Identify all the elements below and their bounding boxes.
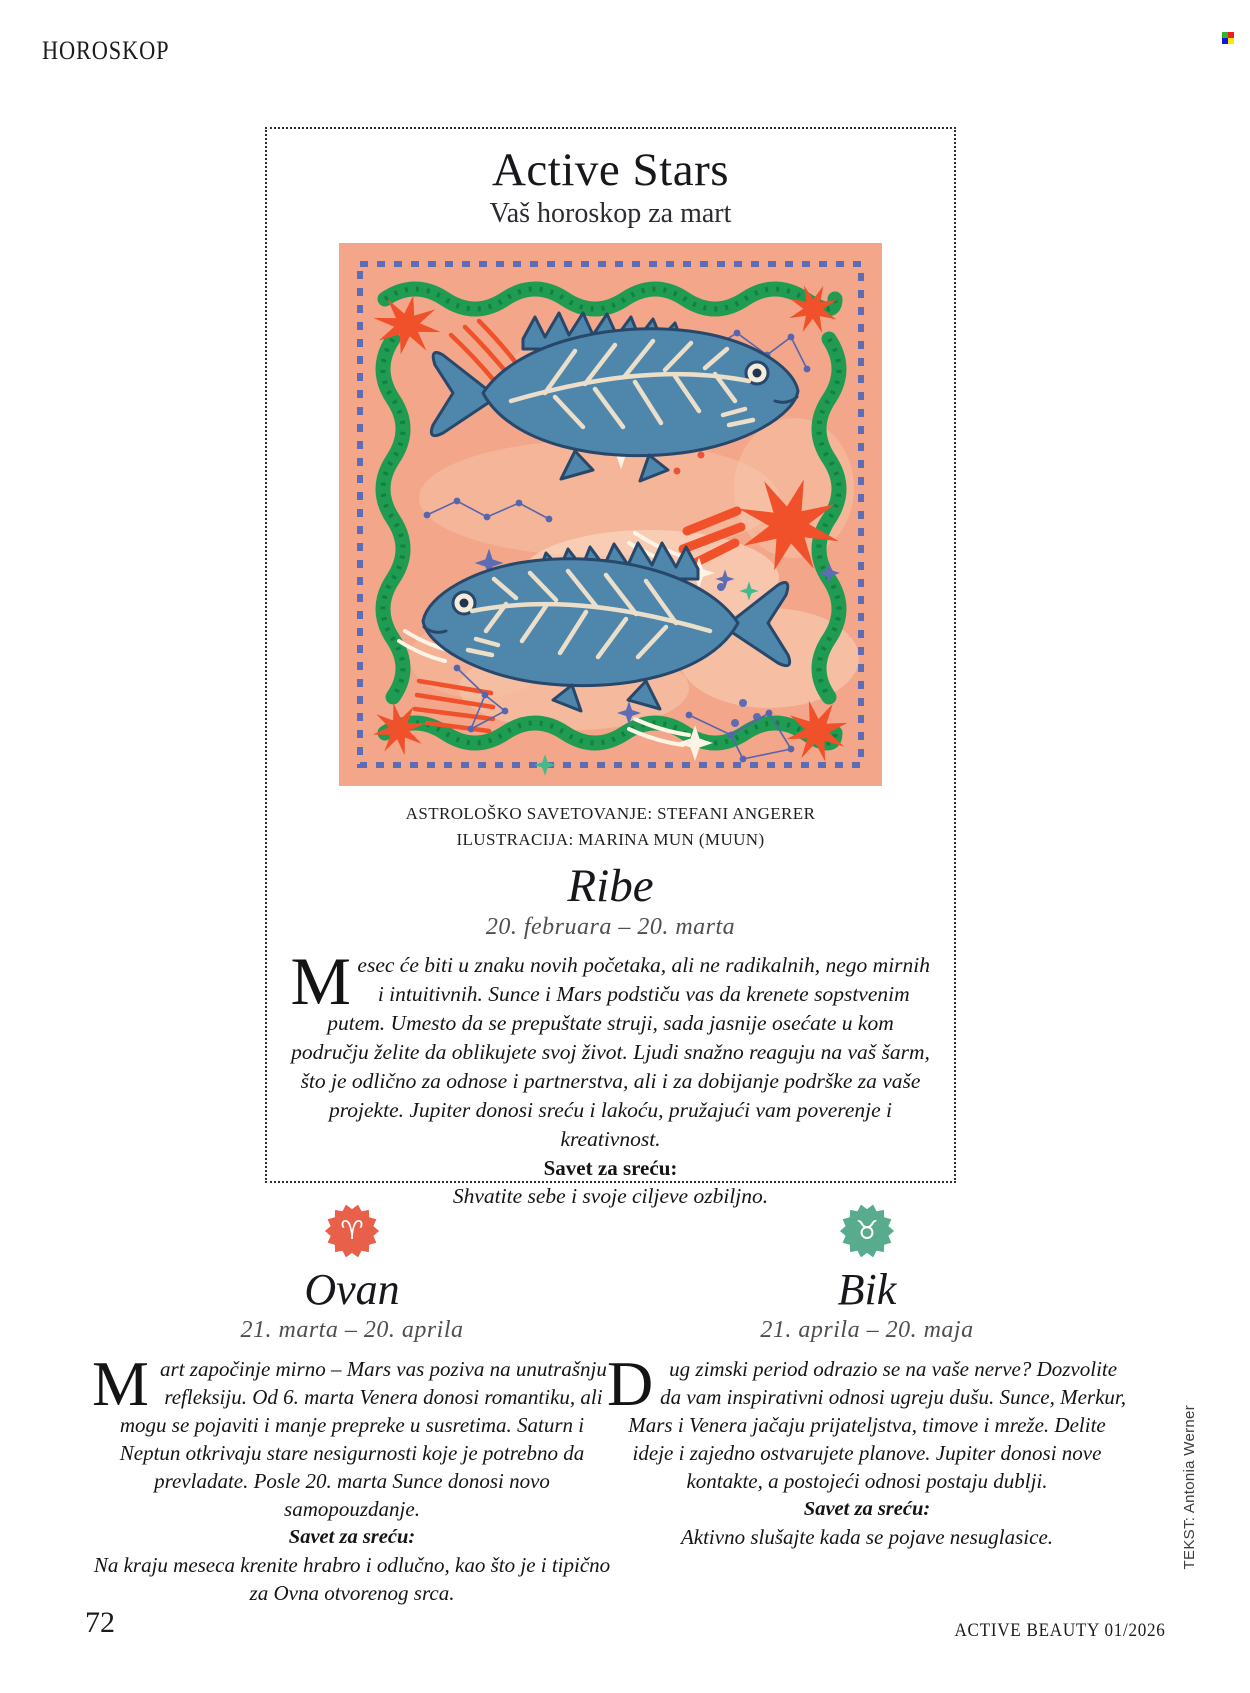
advice-text-bik: Aktivno slušajte kada se pojave nesuglasice. <box>680 1525 1054 1549</box>
column-ovan <box>92 1203 612 1607</box>
section-label: HOROSKOP <box>42 36 170 65</box>
feature-subtitle: Vaš horoskop za mart <box>489 198 732 229</box>
magazine-issue-label: ACTIVE BEAUTY 01/2026 <box>954 1620 1166 1641</box>
advice-label-bik: Savet za sreću: <box>803 1498 931 1520</box>
sign-body-bik <box>607 1348 1127 1551</box>
illustration-credit: ILUSTRACIJA: MARINA MUN (MUUN) <box>456 830 765 849</box>
sign-name-ribe: Ribe <box>567 860 654 912</box>
taurus-icon: ♉ <box>855 1216 879 1246</box>
sign-dates-bik: 21. aprila – 20. maja <box>760 1317 974 1343</box>
pisces-illustration <box>339 243 882 786</box>
feature-title: Active Stars <box>491 144 730 196</box>
sign-name-bik: Bik <box>837 1265 897 1314</box>
brand-logo-icon <box>1222 32 1234 44</box>
feature-box <box>265 127 956 1208</box>
sign-text-bik: ug zimski period odrazio se na vaše nerve? Dozvolite da vam inspirativni odnosi ugreju dušu. Sunce, Merkur, Mars i Venera jačaju prijateljstva, timove i mreže. Delite ideje i zajedno ostvarujete planove. Jupiter donosi nove kontakte, a postojeći odnosi postaju dublji. <box>628 1357 1127 1493</box>
advice-label-ovan: Savet za sreću: <box>288 1526 416 1548</box>
sign-dates-ribe: 20. februara – 20. marta <box>485 914 736 940</box>
advice-label-ribe: Savet za sreću: <box>543 1156 678 1180</box>
advice-text-ovan: Na kraju meseca krenite hrabro i odlučno, kao što je i tipično za Ovna otvorenog srca. <box>93 1553 611 1605</box>
sign-body-ribe <box>290 943 931 1211</box>
astro-credit: ASTROLOŠKO SAVETOVANJE: STEFANI ANGERER <box>405 804 816 823</box>
advice-text-ribe: Shvatite sebe i svoje ciljeve ozbiljno. <box>452 1184 769 1208</box>
sign-name-ovan: Ovan <box>304 1265 400 1314</box>
aries-icon: ♈ <box>340 1216 364 1246</box>
dropcap-ovan: M <box>92 1348 149 1419</box>
column-bik <box>607 1203 1127 1551</box>
sign-body-ovan <box>92 1348 612 1607</box>
sign-text-ovan: art započinje mirno – Mars vas poziva na unutrašnju refleksiju. Od 6. marta Venera donosi romantiku, ali mogu se pojaviti i manje prepreke u susretima. Saturn i Neptun otkrivaju stare nesigurnosti koje je potrebno da prevladate. Posle 20. marta Sunce donosi novo samopouzdanje. <box>119 1357 607 1521</box>
logo-square-yellow <box>1228 38 1234 44</box>
text-credit-vertical: TEKST: Antonia Werner <box>1181 1405 1198 1570</box>
sign-dates-ovan: 21. marta – 20. aprila <box>240 1317 464 1343</box>
page-number: 72 <box>85 1606 115 1639</box>
sign-text-ribe: esec će biti u znaku novih početaka, ali ne radikalnih, nego mirnih i intuitivnih. Sunce i Mars podstiču vas da krenete sopstvenim putem. Umesto da se prepuštate struji, sada jasnije osećate u kom području želite da oblikujete svoj život. Ljudi snažno reaguju na vaš šarm, što je odlično za odnose i partnerstva, ali i za dobijanje podrške za vaše projekte. Jupiter donosi sreću i lakoću, pružajući vam poverenje i kreativnost. <box>291 953 931 1151</box>
taurus-badge <box>839 1203 895 1259</box>
dropcap-ribe: M <box>290 943 351 1019</box>
aries-badge <box>324 1203 380 1259</box>
dropcap-bik: D <box>607 1348 654 1419</box>
pisces-illustration-svg <box>339 243 882 786</box>
